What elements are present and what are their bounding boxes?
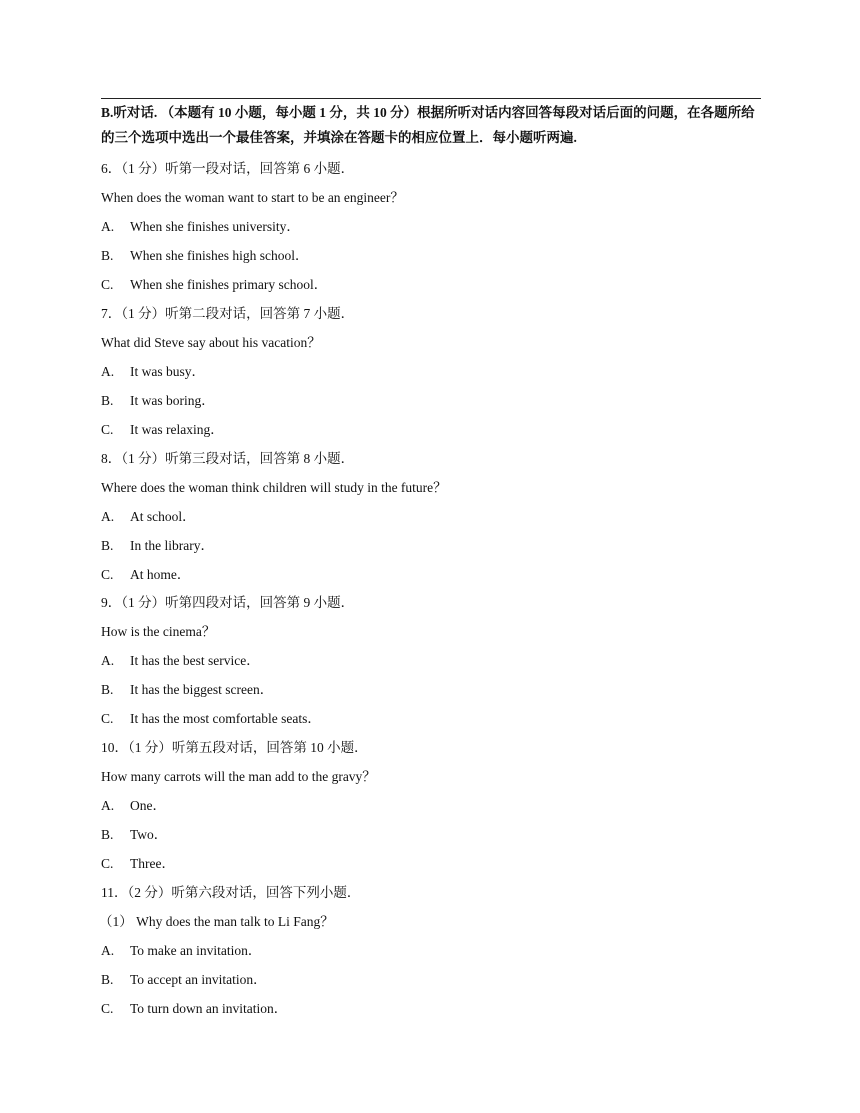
q7-option-a[interactable] [101, 363, 205, 381]
q8-option-a[interactable] [101, 508, 196, 526]
q8-question: Where does the woman think children will study in the future？ [101, 480, 447, 495]
option-letter: B. [101, 682, 114, 697]
option-letter: B. [101, 393, 114, 408]
q10-option-a[interactable] [101, 797, 166, 815]
option-text: One． [130, 798, 166, 813]
section-header: B.听对话. （本题有 10 小题，每小题 1 分，共 10 分）根据所听对话内容回答每段对话后面的问题，在各题所给的三个选项中选出一个最佳答案，并填涂在答题卡的相应位置上．每小题听两遍. [101, 105, 755, 145]
option-letter: C. [101, 422, 114, 437]
option-letter: A. [101, 364, 115, 379]
option-text: Two． [130, 827, 168, 842]
option-letter: C. [101, 711, 114, 726]
option-text: To accept an invitation． [130, 972, 267, 987]
q7-option-b[interactable] [101, 392, 215, 410]
q6-heading: 6．（1 分）听第一段对话，回答第 6 小题． [101, 161, 355, 176]
q9-option-a[interactable] [101, 652, 260, 670]
q9-option-c[interactable] [101, 710, 321, 728]
q7-question: What did Steve say about his vacation？ [101, 335, 321, 350]
option-text: In the library． [130, 538, 214, 553]
q10-option-b[interactable] [101, 826, 167, 844]
q9-question: How is the cinema？ [101, 624, 216, 639]
option-text: When she finishes primary school． [130, 277, 328, 292]
option-text: To turn down an invitation． [130, 1001, 288, 1016]
q11-option-b[interactable] [101, 971, 267, 989]
q11-option-c[interactable] [101, 1000, 287, 1018]
q8-option-c[interactable] [101, 566, 190, 584]
q6-option-c[interactable] [101, 276, 327, 294]
option-letter: A. [101, 509, 115, 524]
option-letter: C. [101, 1001, 114, 1016]
q8-option-b[interactable] [101, 537, 214, 555]
option-text: Three． [130, 856, 175, 871]
q11-heading: 11．（2 分）听第六段对话，回答下列小题． [101, 885, 361, 900]
option-letter: C. [101, 277, 114, 292]
q8-heading: 8．（1 分）听第三段对话，回答第 8 小题． [101, 451, 355, 466]
option-text: At home． [130, 567, 191, 582]
q9-heading: 9．（1 分）听第四段对话，回答第 9 小题． [101, 595, 355, 610]
q7-heading: 7．（1 分）听第二段对话，回答第 7 小题． [101, 306, 355, 321]
option-letter: C. [101, 856, 114, 871]
q10-heading: 10．（1 分）听第五段对话，回答第 10 小题． [101, 740, 368, 755]
option-letter: B. [101, 248, 114, 263]
option-text: When she finishes university． [130, 219, 300, 234]
option-text: At school． [130, 509, 196, 524]
q6-option-b[interactable] [101, 247, 308, 265]
option-text: It has the most comfortable seats． [130, 711, 321, 726]
option-text: It was busy． [130, 364, 205, 379]
header-rule [101, 98, 761, 99]
option-letter: A. [101, 219, 115, 234]
option-letter: B. [101, 538, 114, 553]
q11-option-a[interactable] [101, 942, 261, 960]
q11-sub1-question: （1） Why does the man talk to Li Fang？ [99, 914, 334, 929]
option-text: It was relaxing． [130, 422, 224, 437]
option-letter: A. [101, 653, 115, 668]
option-letter: A. [101, 943, 115, 958]
option-text: It has the best service． [130, 653, 260, 668]
option-letter: C. [101, 567, 114, 582]
q10-option-c[interactable] [101, 855, 175, 873]
option-text: It has the biggest screen． [130, 682, 274, 697]
q6-question: When does the woman want to start to be an engineer？ [101, 190, 404, 205]
option-letter: A. [101, 798, 115, 813]
q6-option-a[interactable] [101, 218, 300, 236]
q7-option-c[interactable] [101, 421, 224, 439]
q9-option-b[interactable] [101, 681, 273, 699]
q10-question: How many carrots will the man add to the gravy？ [101, 769, 376, 784]
option-text: When she finishes high school． [130, 248, 309, 263]
option-letter: B. [101, 827, 114, 842]
option-text: To make an invitation． [130, 943, 262, 958]
option-letter: B. [101, 972, 114, 987]
option-text: It was boring． [130, 393, 215, 408]
